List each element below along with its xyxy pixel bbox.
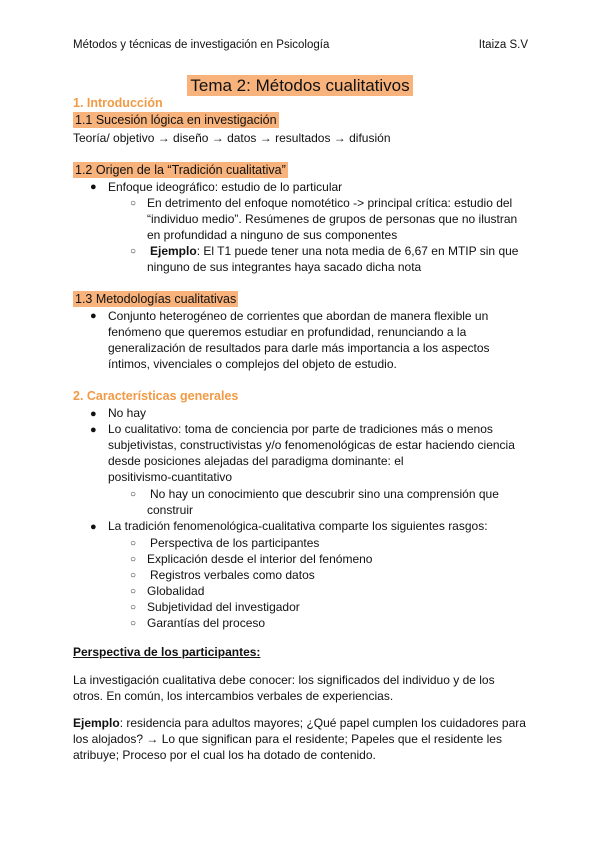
bullet-icon: ●	[90, 408, 97, 420]
section-2-heading: 2. Características generales	[73, 389, 239, 403]
list-item-text: Conjunto heterogéneo de corrientes que abordan de manera flexible un	[108, 309, 489, 323]
process-chain: Teoría/ objetivo → diseño → datos → resultados → difusión	[73, 131, 391, 145]
paragraph-line: atribuye; Proceso por el cual los ha dotado de contenido.	[73, 748, 376, 762]
example-line: Ejemplo: El T1 puede tener una nota media de 6,67 en MTIP sin que	[150, 244, 519, 258]
list-item: Registros verbales como datos	[150, 568, 315, 582]
sub-bullet-icon: ○	[130, 554, 137, 565]
page-header	[73, 39, 528, 55]
list-item-text: “individuo medio”. Resúmenes de grupos de personas que no ilustran	[147, 212, 518, 226]
bullet-icon: ●	[90, 424, 97, 436]
list-item-text: Lo cualitativo: toma de conciencia por parte de tradiciones más o menos	[108, 422, 493, 436]
page-title	[0, 76, 600, 96]
list-item-text: positivismo-cuantitativo	[108, 470, 233, 484]
list-item-text: ninguno de sus integrantes haya sacado dicha nota	[147, 260, 422, 274]
sub-bullet-icon: ○	[130, 618, 137, 629]
list-item: Perspectiva de los participantes	[150, 536, 320, 550]
paragraph-line: otros. En común, los intercambios verbales de experiencias.	[73, 689, 394, 703]
section-1-1-heading: 1.1 Sucesión lógica en investigación	[75, 113, 277, 127]
list-item: Enfoque ideográfico: estudio de lo particular	[108, 180, 343, 194]
sub-bullet-icon: ○	[130, 538, 137, 549]
example-line: Ejemplo: residencia para adultos mayores; ¿Qué papel cumplen los cuidadores para	[73, 716, 526, 730]
list-item: Globalidad	[147, 584, 205, 598]
title-text: Tema 2: Métodos cualitativos	[187, 75, 412, 96]
list-item-text: construir	[147, 503, 194, 517]
sub-bullet-icon: ○	[130, 198, 137, 209]
sub-bullet-icon: ○	[130, 570, 137, 581]
list-item-text: En detrimento del enfoque nomotético -> principal crítica: estudio del	[147, 196, 513, 210]
list-item-text: generalización de resultados para darle más importancia a los aspectos	[108, 341, 490, 355]
list-item: Explicación desde el interior del fenómeno	[147, 552, 373, 566]
bullet-icon: ●	[90, 181, 97, 193]
course-title: Métodos y técnicas de investigación en Psicología	[73, 39, 330, 51]
sub-bullet-icon: ○	[130, 586, 137, 597]
list-item: Subjetividad del investigador	[147, 600, 300, 614]
author-name: Itaiza S.V	[478, 39, 528, 51]
sub-bullet-icon: ○	[130, 602, 137, 613]
list-item-text: íntimos, vivenciales o complejos del objeto de estudio.	[108, 357, 397, 371]
section-1-heading: 1. Introducción	[73, 96, 163, 110]
list-item-text: en profundidad a ninguno de sus componentes	[147, 228, 398, 242]
list-item-text: fenómeno que queremos estudiar en profundidad, renunciando a la	[108, 325, 467, 339]
list-item: No hay	[108, 406, 147, 420]
paragraph-line: La investigación cualitativa debe conocer: los significados del individuo y de los	[73, 673, 495, 687]
list-item-text: desde posiciones alejadas del paradigma dominante: el	[108, 454, 404, 468]
bullet-icon: ●	[90, 521, 97, 533]
section-1-3-heading: 1.3 Metodologías cualitativas	[75, 292, 237, 306]
sub-bullet-icon: ○	[130, 489, 137, 500]
paragraph-line: los alojados? → Lo que significan para el residente; Papeles que el residente les	[73, 732, 502, 746]
perspectiva-heading: Perspectiva de los participantes:	[73, 645, 261, 659]
sub-bullet-icon: ○	[130, 246, 137, 257]
list-item: La tradición fenomenológica-cualitativa comparte los siguientes rasgos:	[108, 519, 488, 533]
section-1-2-heading: 1.2 Origen de la “Tradición cualitativa”	[75, 163, 286, 177]
list-item-text: No hay un conocimiento que descubrir sino una comprensión que	[150, 487, 499, 501]
list-item-text: subjetivistas, constructivistas y/o fenomenológicas de estar haciendo ciencia	[108, 438, 515, 452]
list-item: Garantías del proceso	[147, 616, 266, 630]
bullet-icon: ●	[90, 310, 97, 322]
